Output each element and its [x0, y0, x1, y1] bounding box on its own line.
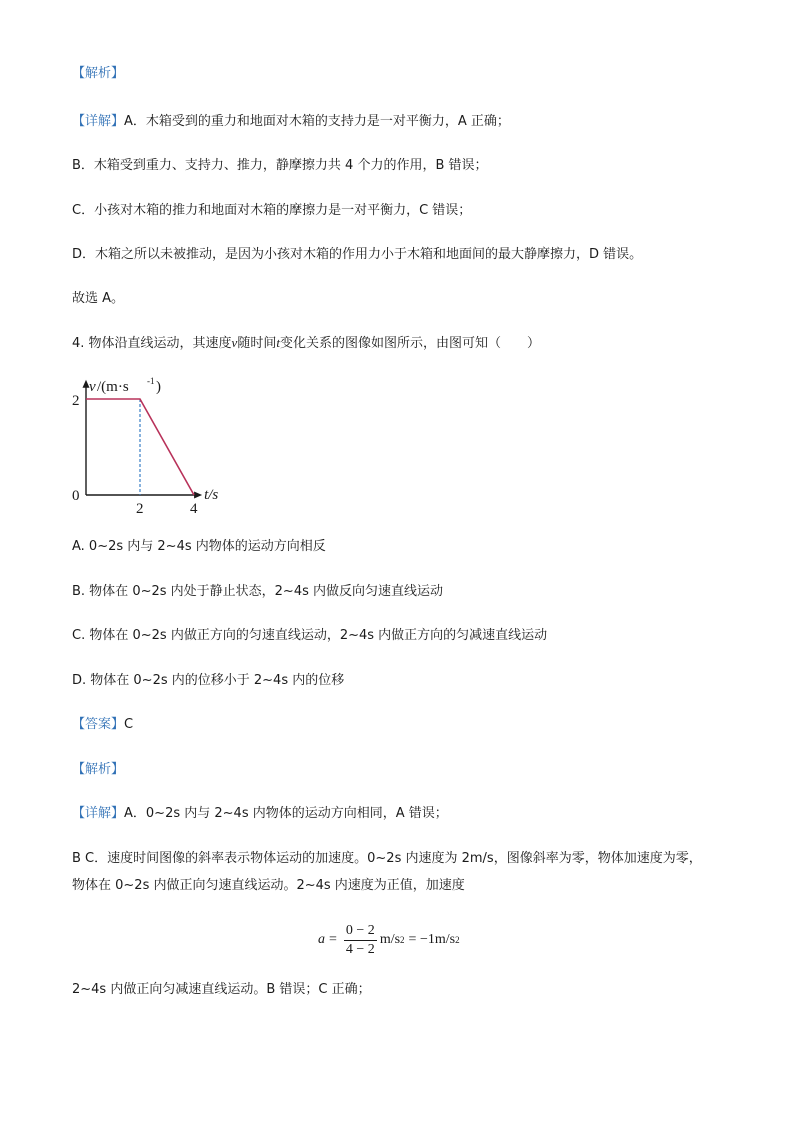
- detail2-line-bc1: B C．速度时间图像的斜率表示物体运动的加速度。0~2s 内速度为 2m/s，图像斜率为零，物体加速度为零，: [72, 851, 702, 866]
- stem-prefix: 4. 物体沿直线运动，其速度: [72, 336, 232, 351]
- option-d: D. 物体在 0~2s 内的位移小于 2~4s 内的位移: [72, 673, 345, 688]
- stem-v: v: [231, 335, 238, 350]
- detail2-line-a: [72, 805, 448, 823]
- formula-unit-exp: 2: [400, 935, 405, 945]
- x-tick-label-4: 4: [190, 501, 198, 517]
- detail2-line-bc2: 物体在 0~2s 内做正向匀速直线运动。2~4s 内速度为正值，加速度: [72, 878, 465, 893]
- answer-line: [72, 716, 133, 734]
- option-a: A. 0~2s 内与 2~4s 内物体的运动方向相反: [72, 539, 326, 554]
- detail-tag: 【详解】: [72, 114, 125, 129]
- y-label-unit: /(m·s: [97, 378, 129, 395]
- formula-eq: =: [329, 932, 337, 947]
- detail-tag-2: 【详解】: [72, 806, 125, 821]
- y-label-exp: -1: [147, 375, 155, 386]
- origin-label: 0: [72, 488, 80, 504]
- option-c: C. 物体在 0~2s 内做正方向的匀速直线运动，2~4s 内做正方向的匀减速直线运动: [72, 628, 548, 643]
- detail2-text-a: A．0~2s 内与 2~4s 内物体的运动方向相同，A 错误；: [124, 806, 448, 821]
- formula-numerator: 0 − 2: [344, 923, 377, 941]
- x-axis-arrow: [194, 492, 202, 499]
- detail-text-a: A．木箱受到的重力和地面对木箱的支持力是一对平衡力，A 正确；: [124, 114, 510, 129]
- x-axis-label: t/s: [204, 487, 219, 503]
- y-label-close: ): [156, 378, 161, 395]
- formula-rhs: = −1m/s: [408, 932, 456, 947]
- detail-line-b: B．木箱受到重力、支持力、推力，静摩擦力共 4 个力的作用，B 错误；: [72, 158, 488, 173]
- answer-value: C: [124, 717, 134, 732]
- analysis-tag-2: 【解析】: [72, 762, 125, 777]
- acceleration-formula: [318, 918, 460, 962]
- stem-suffix: 变化关系的图像如图所示，由图可知（ ）: [279, 336, 540, 351]
- formula-rhs-exp: 2: [455, 935, 460, 945]
- stem-t: t: [276, 335, 280, 350]
- detail-line-c: C．小孩对木箱的推力和地面对木箱的摩擦力是一对平衡力，C 错误；: [72, 203, 472, 218]
- formula-denominator: 4 − 2: [345, 941, 375, 957]
- velocity-time-graph: [66, 370, 266, 518]
- y-tick-label-2: 2: [72, 393, 80, 409]
- option-b: B. 物体在 0~2s 内处于静止状态，2~4s 内做反向匀速直线运动: [72, 584, 443, 599]
- formula-lhs: a: [318, 932, 325, 947]
- detail2-line-end: 2~4s 内做正向匀减速直线运动。B 错误；C 正确；: [72, 982, 371, 997]
- x-tick-label-2: 2: [136, 501, 144, 517]
- answer-tag: 【答案】: [72, 717, 125, 732]
- y-label-v: v: [89, 378, 96, 395]
- analysis-tag: 【解析】: [72, 66, 125, 81]
- question-stem: [72, 334, 540, 353]
- detail-line-d: D．木箱之所以未被推动，是因为小孩对木箱的作用力小于木箱和地面间的最大静摩擦力，D 错误。: [72, 247, 643, 262]
- formula-fraction: [344, 923, 377, 958]
- conclusion: 故选 A。: [72, 291, 125, 306]
- formula-unit: m/s: [379, 932, 401, 947]
- detail-line-a: [72, 113, 510, 131]
- stem-mid: 随时间: [237, 336, 277, 351]
